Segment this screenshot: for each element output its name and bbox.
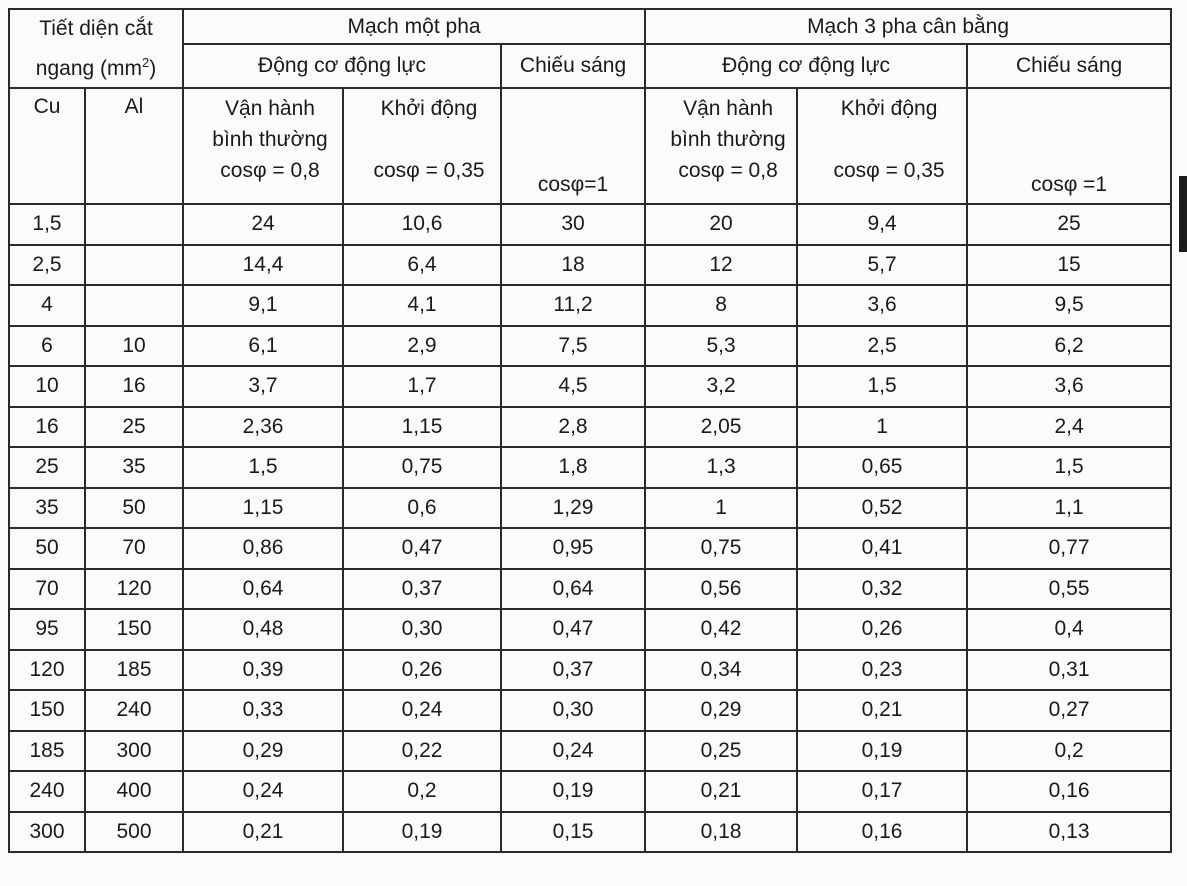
cu-cell: 6 [9, 326, 85, 367]
three-normal-cell: 0,75 [645, 528, 797, 569]
header-row-2 [9, 44, 1171, 88]
cu-cell: 150 [9, 690, 85, 731]
single-starting-cell: 0,75 [343, 447, 501, 488]
three-starting-label: Khởi động [840, 97, 938, 120]
single-starting-cell: 0,37 [343, 569, 501, 610]
al-cell [85, 245, 183, 286]
single-starting-cell: 0,47 [343, 528, 501, 569]
three-starting-cell: 1 [797, 407, 967, 448]
single-lighting-cell: 0,95 [501, 528, 645, 569]
single-normal-cell: 14,4 [183, 245, 343, 286]
single-starting-cell: 0,30 [343, 609, 501, 650]
three-lighting-cell: 2,4 [967, 407, 1171, 448]
table-body [9, 9, 1171, 852]
single-normal-cell: 0,29 [183, 731, 343, 772]
cross-section-unit-sup: 2 [142, 54, 150, 70]
three-starting-cell: 0,41 [797, 528, 967, 569]
single-normal-cell: 0,21 [183, 812, 343, 853]
single-lighting-cell: 0,47 [501, 609, 645, 650]
three-starting-cell: 5,7 [797, 245, 967, 286]
three-normal-cell: 0,34 [645, 650, 797, 691]
single-lighting-cell: 0,15 [501, 812, 645, 853]
three-lighting-cell: 0,77 [967, 528, 1171, 569]
single-starting-cell: 0,26 [343, 650, 501, 691]
single-starting-cell: 10,6 [343, 204, 501, 245]
cu-cell: 25 [9, 447, 85, 488]
header-row-3 [9, 88, 1171, 204]
al-cell: 70 [85, 528, 183, 569]
single-starting-label: Khởi động [380, 97, 478, 120]
al-cell: 300 [85, 731, 183, 772]
al-header: Al [85, 88, 183, 204]
cu-cell: 95 [9, 609, 85, 650]
single-lighting-cell: 1,29 [501, 488, 645, 529]
three-lighting-cell: 0,31 [967, 650, 1171, 691]
three-lighting-cell: 0,4 [967, 609, 1171, 650]
cross-section-unit-prefix: ngang (mm [35, 56, 142, 80]
al-cell: 10 [85, 326, 183, 367]
single-lighting-cell: 4,5 [501, 366, 645, 407]
table-row [9, 609, 1171, 650]
three-starting-cell: 0,32 [797, 569, 967, 610]
al-cell: 240 [85, 690, 183, 731]
three-normal-cell: 0,56 [645, 569, 797, 610]
single-lighting-cell: 0,30 [501, 690, 645, 731]
single-starting-spacer [358, 124, 500, 155]
cross-section-unit-suffix: ) [149, 56, 157, 80]
single-starting-cell: 0,24 [343, 690, 501, 731]
three-starting-cell: 0,17 [797, 771, 967, 812]
cu-cell: 120 [9, 650, 85, 691]
al-cell [85, 285, 183, 326]
single-lighting-cell: 1,8 [501, 447, 645, 488]
single-normal-cell: 0,33 [183, 690, 343, 731]
single-lighting-cell: 30 [501, 204, 645, 245]
three-normal-cell: 0,29 [645, 690, 797, 731]
single-normal-cell: 0,24 [183, 771, 343, 812]
single-starting-cell: 0,6 [343, 488, 501, 529]
single-motor-header: Động cơ động lực [183, 44, 501, 88]
single-normal-header [183, 88, 343, 204]
single-normal-cell: 0,64 [183, 569, 343, 610]
cu-cell: 50 [9, 528, 85, 569]
single-lighting-cos: cosφ=1 [501, 88, 645, 204]
al-cell: 400 [85, 771, 183, 812]
table-row [9, 326, 1171, 367]
single-normal-line2: bình thường [212, 128, 328, 151]
three-normal-cell: 1,3 [645, 447, 797, 488]
cu-header: Cu [9, 88, 85, 204]
single-lighting-cell: 0,19 [501, 771, 645, 812]
cross-section-line1: Tiết diện cắt [39, 16, 153, 40]
three-lighting-cell: 6,2 [967, 326, 1171, 367]
cu-cell: 70 [9, 569, 85, 610]
three-normal-line1: Vận hành [683, 97, 773, 120]
table-row [9, 285, 1171, 326]
three-starting-cell: 0,23 [797, 650, 967, 691]
single-starting-cos: cosφ = 0,35 [373, 159, 485, 182]
three-starting-cell: 9,4 [797, 204, 967, 245]
three-normal-cos: cosφ = 0,8 [678, 159, 778, 182]
three-normal-cell: 8 [645, 285, 797, 326]
al-cell: 35 [85, 447, 183, 488]
al-cell: 120 [85, 569, 183, 610]
three-starting-cell: 0,16 [797, 812, 967, 853]
table-row [9, 731, 1171, 772]
al-cell: 16 [85, 366, 183, 407]
three-lighting-cell: 0,55 [967, 569, 1171, 610]
three-starting-cos: cosφ = 0,35 [833, 159, 945, 182]
cu-cell: 10 [9, 366, 85, 407]
single-normal-cell: 0,39 [183, 650, 343, 691]
three-normal-cell: 2,05 [645, 407, 797, 448]
table-row [9, 407, 1171, 448]
al-cell: 185 [85, 650, 183, 691]
three-normal-cell: 5,3 [645, 326, 797, 367]
al-cell: 500 [85, 812, 183, 853]
three-lighting-cell: 25 [967, 204, 1171, 245]
al-cell: 25 [85, 407, 183, 448]
three-lighting-cell: 1,5 [967, 447, 1171, 488]
single-lighting-cell: 2,8 [501, 407, 645, 448]
single-lighting-cell: 0,64 [501, 569, 645, 610]
cu-cell: 35 [9, 488, 85, 529]
single-normal-cell: 3,7 [183, 366, 343, 407]
table-row [9, 812, 1171, 853]
table-row [9, 204, 1171, 245]
single-lighting-header: Chiếu sáng [501, 44, 645, 88]
three-lighting-cell: 0,16 [967, 771, 1171, 812]
single-starting-cell: 1,15 [343, 407, 501, 448]
single-normal-cell: 1,15 [183, 488, 343, 529]
three-starting-cell: 0,19 [797, 731, 967, 772]
single-starting-cell: 6,4 [343, 245, 501, 286]
single-starting-cell: 2,9 [343, 326, 501, 367]
three-starting-cell: 0,65 [797, 447, 967, 488]
three-normal-cell: 0,21 [645, 771, 797, 812]
three-normal-cell: 0,42 [645, 609, 797, 650]
cu-cell: 16 [9, 407, 85, 448]
single-starting-cell: 0,2 [343, 771, 501, 812]
table-row [9, 528, 1171, 569]
table-row [9, 650, 1171, 691]
three-starting-cell: 0,26 [797, 609, 967, 650]
three-starting-cell: 0,52 [797, 488, 967, 529]
three-lighting-cos: cosφ =1 [967, 88, 1171, 204]
single-normal-cos: cosφ = 0,8 [220, 159, 320, 182]
three-normal-cell: 12 [645, 245, 797, 286]
cu-cell: 1,5 [9, 204, 85, 245]
single-lighting-cell: 11,2 [501, 285, 645, 326]
single-lighting-cell: 7,5 [501, 326, 645, 367]
single-starting-cell: 0,22 [343, 731, 501, 772]
three-lighting-cell: 0,13 [967, 812, 1171, 853]
single-starting-header [343, 88, 501, 204]
cu-cell: 240 [9, 771, 85, 812]
cross-section-header [9, 9, 183, 88]
cross-section-line2 [10, 46, 182, 86]
table-row [9, 488, 1171, 529]
header-row-1 [9, 9, 1171, 44]
three-normal-cell: 0,25 [645, 731, 797, 772]
table-row [9, 366, 1171, 407]
al-cell: 50 [85, 488, 183, 529]
cu-cell: 185 [9, 731, 85, 772]
three-lighting-cell: 0,2 [967, 731, 1171, 772]
three-starting-cell: 1,5 [797, 366, 967, 407]
al-cell: 150 [85, 609, 183, 650]
table-row [9, 569, 1171, 610]
three-normal-cell: 20 [645, 204, 797, 245]
three-normal-header [645, 88, 797, 204]
page-edge-mark [1179, 176, 1187, 252]
three-lighting-cell: 0,27 [967, 690, 1171, 731]
voltage-drop-table [8, 8, 1172, 853]
cu-cell: 4 [9, 285, 85, 326]
three-starting-header [797, 88, 967, 204]
single-normal-cell: 1,5 [183, 447, 343, 488]
three-lighting-cell: 3,6 [967, 366, 1171, 407]
three-lighting-cell: 15 [967, 245, 1171, 286]
single-normal-cell: 0,48 [183, 609, 343, 650]
single-normal-cell: 0,86 [183, 528, 343, 569]
single-lighting-cell: 0,24 [501, 731, 645, 772]
three-normal-line2: bình thường [670, 128, 786, 151]
cu-cell: 2,5 [9, 245, 85, 286]
three-lighting-cell: 1,1 [967, 488, 1171, 529]
single-starting-cell: 1,7 [343, 366, 501, 407]
single-phase-header: Mạch một pha [183, 9, 645, 44]
three-motor-header: Động cơ động lực [645, 44, 967, 88]
single-normal-cell: 2,36 [183, 407, 343, 448]
three-starting-cell: 2,5 [797, 326, 967, 367]
single-normal-cell: 6,1 [183, 326, 343, 367]
three-normal-cell: 3,2 [645, 366, 797, 407]
single-normal-cell: 24 [183, 204, 343, 245]
table-row [9, 245, 1171, 286]
three-starting-spacer [812, 124, 966, 155]
single-lighting-cell: 0,37 [501, 650, 645, 691]
three-lighting-header: Chiếu sáng [967, 44, 1171, 88]
single-starting-cell: 0,19 [343, 812, 501, 853]
al-cell [85, 204, 183, 245]
single-normal-cell: 9,1 [183, 285, 343, 326]
three-lighting-cell: 9,5 [967, 285, 1171, 326]
three-starting-cell: 0,21 [797, 690, 967, 731]
table-row [9, 690, 1171, 731]
three-starting-cell: 3,6 [797, 285, 967, 326]
three-normal-cell: 0,18 [645, 812, 797, 853]
single-starting-cell: 4,1 [343, 285, 501, 326]
table-row [9, 447, 1171, 488]
single-lighting-cell: 18 [501, 245, 645, 286]
table-row [9, 771, 1171, 812]
three-phase-header: Mạch 3 pha cân bằng [645, 9, 1171, 44]
three-normal-cell: 1 [645, 488, 797, 529]
cu-cell: 300 [9, 812, 85, 853]
single-normal-line1: Vận hành [225, 97, 315, 120]
